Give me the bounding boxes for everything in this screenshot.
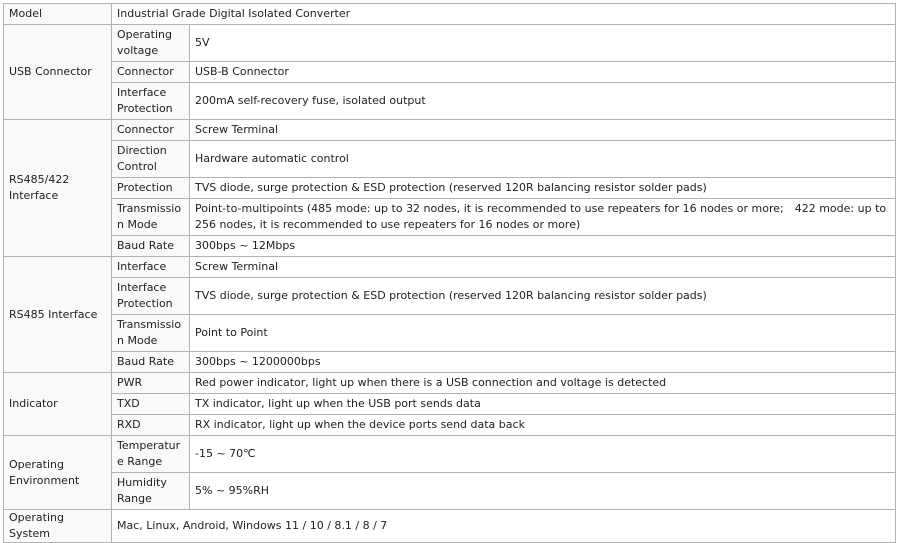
table-row xyxy=(4,473,896,510)
cell-value: RX indicator, light up when the device ports send data back xyxy=(190,415,896,436)
sub-label: Connector xyxy=(112,120,190,141)
cell-value: USB-B Connector xyxy=(190,62,896,83)
sub-label: Interface xyxy=(112,257,190,278)
table-row xyxy=(4,83,896,120)
cell-value: Red power indicator, light up when there is a USB connection and voltage is detected xyxy=(190,373,896,394)
sub-label: Baud Rate xyxy=(112,352,190,373)
cell-value: TVS diode, surge protection & ESD protection (reserved 120R balancing resistor solder pads) xyxy=(190,278,896,315)
cell-value: Screw Terminal xyxy=(190,120,896,141)
group-label-rs485-interface: RS485 Interface xyxy=(4,257,112,373)
sub-label: Transmission Mode xyxy=(112,315,190,352)
table-row xyxy=(4,278,896,315)
table-row xyxy=(4,62,896,83)
cell-value: 5V xyxy=(190,25,896,62)
table-row xyxy=(4,257,896,278)
table-row xyxy=(4,394,896,415)
cell-value: 300bps ~ 1200000bps xyxy=(190,352,896,373)
sub-label: Humidity Range xyxy=(112,473,190,510)
cell-value: Screw Terminal xyxy=(190,257,896,278)
table-row xyxy=(4,352,896,373)
table-row xyxy=(4,315,896,352)
table-row xyxy=(4,178,896,199)
cell-value: Point-to-multipoints (485 mode: up to 32 nodes, it is recommended to use repeaters for 16 nodes or more; 422 mode: up to 256 nodes, it is recommended to use repeaters for 16 nodes or more) xyxy=(190,199,896,236)
cell-value: Hardware automatic control xyxy=(190,141,896,178)
table-row xyxy=(4,436,896,473)
cell-value: 5% ~ 95%RH xyxy=(190,473,896,510)
sub-label: RXD xyxy=(112,415,190,436)
sub-label: TXD xyxy=(112,394,190,415)
cell-value: -15 ~ 70℃ xyxy=(190,436,896,473)
group-label-operating-environment: Operating Environment xyxy=(4,436,112,510)
row-label-model: Model xyxy=(4,4,112,25)
table-row xyxy=(4,373,896,394)
group-label-rs485-422-interface: RS485/422 Interface xyxy=(4,120,112,257)
sub-label: Interface Protection xyxy=(112,278,190,315)
sub-label: Transmission Mode xyxy=(112,199,190,236)
group-label-indicator: Indicator xyxy=(4,373,112,436)
spec-table xyxy=(3,3,896,543)
sub-label: Protection xyxy=(112,178,190,199)
sub-label: PWR xyxy=(112,373,190,394)
table-row xyxy=(4,120,896,141)
cell-value: TX indicator, light up when the USB port sends data xyxy=(190,394,896,415)
model-value: Industrial Grade Digital Isolated Converter xyxy=(112,4,896,25)
table-row xyxy=(4,199,896,236)
table-row xyxy=(4,25,896,62)
sub-label: Connector xyxy=(112,62,190,83)
table-row xyxy=(4,236,896,257)
group-label-usb-connector: USB Connector xyxy=(4,25,112,120)
row-label-operating-system: Operating System xyxy=(4,510,112,543)
cell-value: TVS diode, surge protection & ESD protection (reserved 120R balancing resistor solder pads) xyxy=(190,178,896,199)
table-row xyxy=(4,415,896,436)
sub-label: Temperature Range xyxy=(112,436,190,473)
sub-label: Direction Control xyxy=(112,141,190,178)
table-row xyxy=(4,510,896,543)
sub-label: Interface Protection xyxy=(112,83,190,120)
table-row xyxy=(4,141,896,178)
cell-value: Point to Point xyxy=(190,315,896,352)
sub-label: Baud Rate xyxy=(112,236,190,257)
cell-value: 200mA self-recovery fuse, isolated output xyxy=(190,83,896,120)
table-row xyxy=(4,4,896,25)
cell-value: 300bps ~ 12Mbps xyxy=(190,236,896,257)
operating-system-value: Mac, Linux, Android, Windows 11 / 10 / 8.1 / 8 / 7 xyxy=(112,510,896,543)
sub-label: Operating voltage xyxy=(112,25,190,62)
